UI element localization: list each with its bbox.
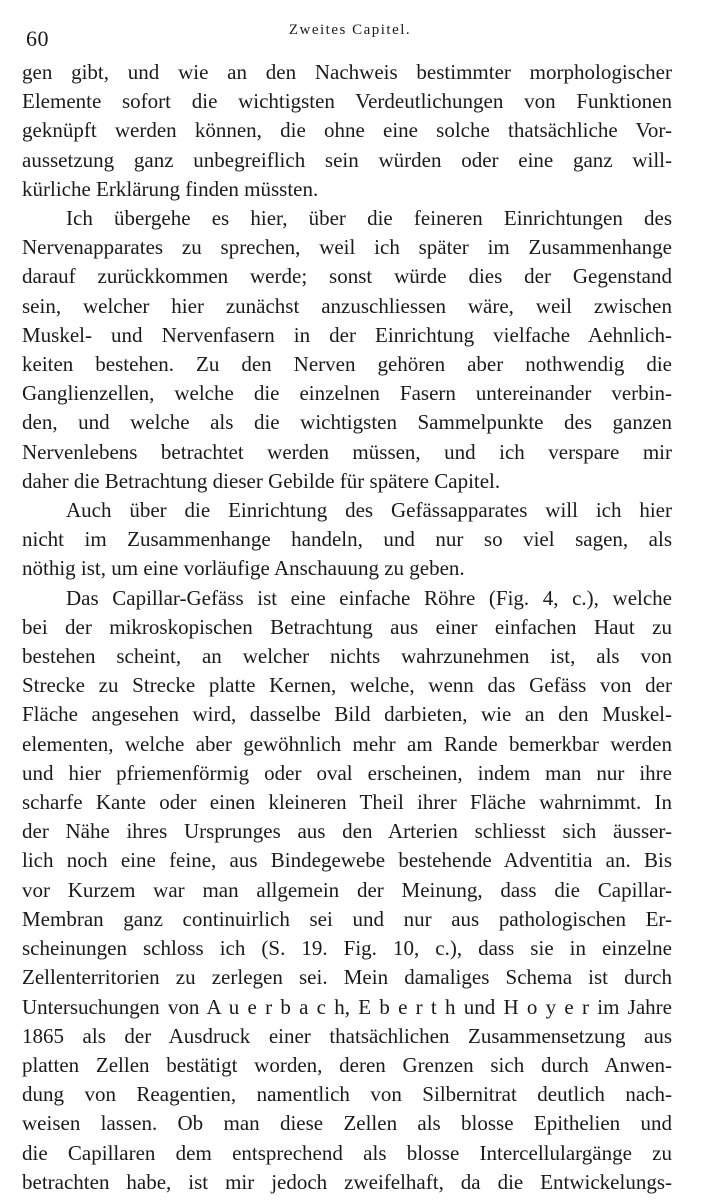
text-line: Zellenterritorien zu zerlegen sei. Mein damaliges Schema ist durch xyxy=(22,965,672,990)
text-line: bestehen scheint, an welcher nichts wahrzunehmen ist, als von xyxy=(22,644,672,669)
text-line: Nervenapparates zu sprechen, weil ich später im Zusammenhange xyxy=(22,235,672,260)
text-line: und hier pfriemenförmig oder oval erscheinen, indem man nur ihre xyxy=(22,760,672,785)
text-line: geknüpft werden können, die ohne eine solche thatsächliche Vor- xyxy=(22,118,672,143)
text-line: nöthig ist, um eine vorläufige Anschauung zu geben. xyxy=(22,556,465,581)
text-line: Elemente sofort die wichtigsten Verdeutlichungen von Funktionen xyxy=(22,89,672,114)
text-line: scharfe Kante oder einen kleineren Theil ihrer Fläche wahrnimmt. In xyxy=(22,790,672,815)
text-line: keiten bestehen. Zu den Nerven gehören aber nothwendig die xyxy=(22,352,672,377)
text-line: weisen lassen. Ob man diese Zellen als blosse Epithelien und xyxy=(22,1111,672,1136)
text-line: dung von Reagentien, namentlich von Silbernitrat deutlich nach- xyxy=(22,1082,672,1107)
text-line: sein, welcher hier zunächst anzuschliessen wäre, weil zwischen xyxy=(22,293,672,318)
running-title: Zweites Capitel. xyxy=(288,22,412,38)
text-line: darauf zurückkommen werde; sonst würde dies der Gegenstand xyxy=(22,264,672,289)
text-line: betrachten habe, ist mir jedoch zweifelhaft, da die Entwickelungs- xyxy=(22,1169,672,1194)
text-line: elementen, welche aber gewöhnlich mehr am Rande bemerkbar werden xyxy=(22,731,672,756)
text-line: Das Capillar-Gefäss ist eine einfache Röhre (Fig. 4, c.), welche xyxy=(66,585,672,610)
text-line: kürliche Erklärung finden müssten. xyxy=(22,176,319,201)
text-line: scheinungen schloss ich (S. 19. Fig. 10, c.), dass sie in einzelne xyxy=(22,936,672,961)
page-header xyxy=(26,22,674,54)
text-line: Strecke zu Strecke platte Kernen, welche, wenn das Gefäss von der xyxy=(22,673,672,698)
text-line: bei der mikroskopischen Betrachtung aus einer einfachen Haut zu xyxy=(22,614,672,639)
text-line: Ich übergehe es hier, über die feineren Einrichtungen des xyxy=(66,206,672,231)
text-line: Fläche angesehen wird, dasselbe Bild darbieten, wie an den Muskel- xyxy=(22,702,672,727)
text-line: nicht im Zusammenhange handeln, und nur so viel sagen, als xyxy=(22,527,672,552)
text-line: Nervenlebens betrachtet werden müssen, und ich verspare mir xyxy=(22,439,672,464)
text-line: gen gibt, und wie an den Nachweis bestimmter morphologischer xyxy=(22,60,672,84)
text-line: Auch über die Einrichtung des Gefässapparates will ich hier xyxy=(66,498,672,523)
text-line: daher die Betrachtung dieser Gebilde für spätere Capitel. xyxy=(22,468,501,493)
page-number: 60 xyxy=(26,26,49,51)
text-line: vor Kurzem war man allgemein der Meinung, dass die Capillar- xyxy=(22,877,672,902)
text-line: platten Zellen bestätigt worden, deren Grenzen sich durch Anwen- xyxy=(22,1052,672,1077)
text-line: Untersuchungen von A u e r b a c h, E b e r t h und H o y e r im Jahre xyxy=(22,994,672,1019)
text-line: Muskel- und Nervenfasern in der Einrichtung vielfache Aehnlich- xyxy=(22,322,672,347)
text-line: aussetzung ganz unbegreiflich sein würden oder eine ganz will- xyxy=(22,147,672,172)
body-text xyxy=(22,58,672,1197)
text-line: 1865 als der Ausdruck einer thatsächlichen Zusammensetzung aus xyxy=(22,1023,672,1048)
text-line: der Nähe ihres Ursprunges aus den Arterien schliesst sich äusser- xyxy=(22,819,672,844)
text-line: den, und welche als die wichtigsten Sammelpunkte des ganzen xyxy=(22,410,672,435)
text-line: die Capillaren dem entsprechend als blosse Intercellulargänge zu xyxy=(22,1140,672,1165)
text-line: Ganglienzellen, welche die einzelnen Fasern untereinander verbin- xyxy=(22,381,672,406)
text-line: Membran ganz continuirlich sei und nur aus pathologischen Er- xyxy=(22,906,672,931)
text-line: lich noch eine feine, aus Bindegewebe bestehende Adventitia an. Bis xyxy=(22,848,672,873)
